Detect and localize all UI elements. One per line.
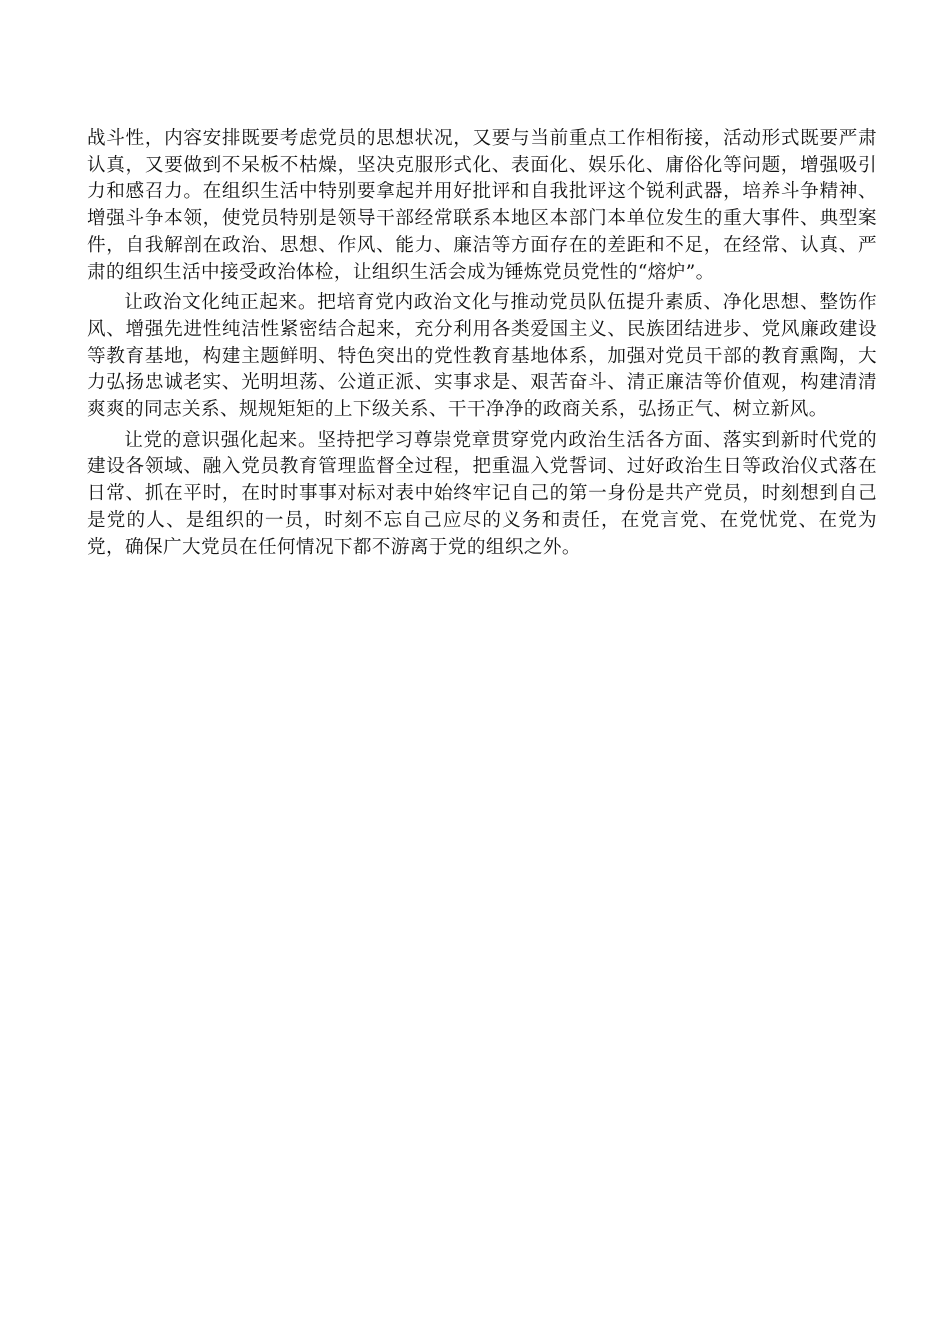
document-body (87, 126, 877, 565)
paragraph-continued: 战斗性，内容安排既要考虑党员的思想状况，又要与当前重点工作相衔接，活动形式既要严肃认真，又要做到不呆板不枯燥，坚决克服形式化、表面化、娱乐化、庸俗化等问题，增强吸引力和感召力。在组织生活中特别要拿起并用好批评和自我批评这个锐利武器，培养斗争精神、增强斗争本领，使党员特别是领导干部经常联系本地区本部门本单位发生的重大事件、典型案件，自我解剖在政治、思想、作风、能力、廉洁等方面存在的差距和不足，在经常、认真、严肃的组织生活中接受政治体检，让组织生活会成为锤炼党员党性的“熔炉”。 (87, 128, 877, 283)
paragraph-political-culture: 让政治文化纯正起来。把培育党内政治文化与推动党员队伍提升素质、净化思想、整饬作风、增强先进性纯洁性紧密结合起来，充分利用各类爱国主义、民族团结进步、党风廉政建设等教育基地，构建主题鲜明、特色突出的党性教育基地体系，加强对党员干部的教育熏陶，大力弘扬忠诚老实、光明坦荡、公道正派、实事求是、艰苦奋斗、清正廉洁等价值观，构建清清爽爽的同志关系、规规矩矩的上下级关系、干干净净的政商关系，弘扬正气、树立新风。 (87, 292, 877, 421)
paragraph-party-awareness: 让党的意识强化起来。坚持把学习尊崇党章贯穿党内政治生活各方面、落实到新时代党的建设各领域、融入党员教育管理监督全过程，把重温入党誓词、过好政治生日等政治仪式落在日常、抓在平时，在时时事事对标对表中始终牢记自己的第一身份是共产党员，时刻想到自己是党的人、是组织的一员，时刻不忘自己应尽的义务和责任，在党言党、在党忧党、在党为党，确保广大党员在任何情况下都不游离于党的组织之外。 (87, 429, 877, 558)
